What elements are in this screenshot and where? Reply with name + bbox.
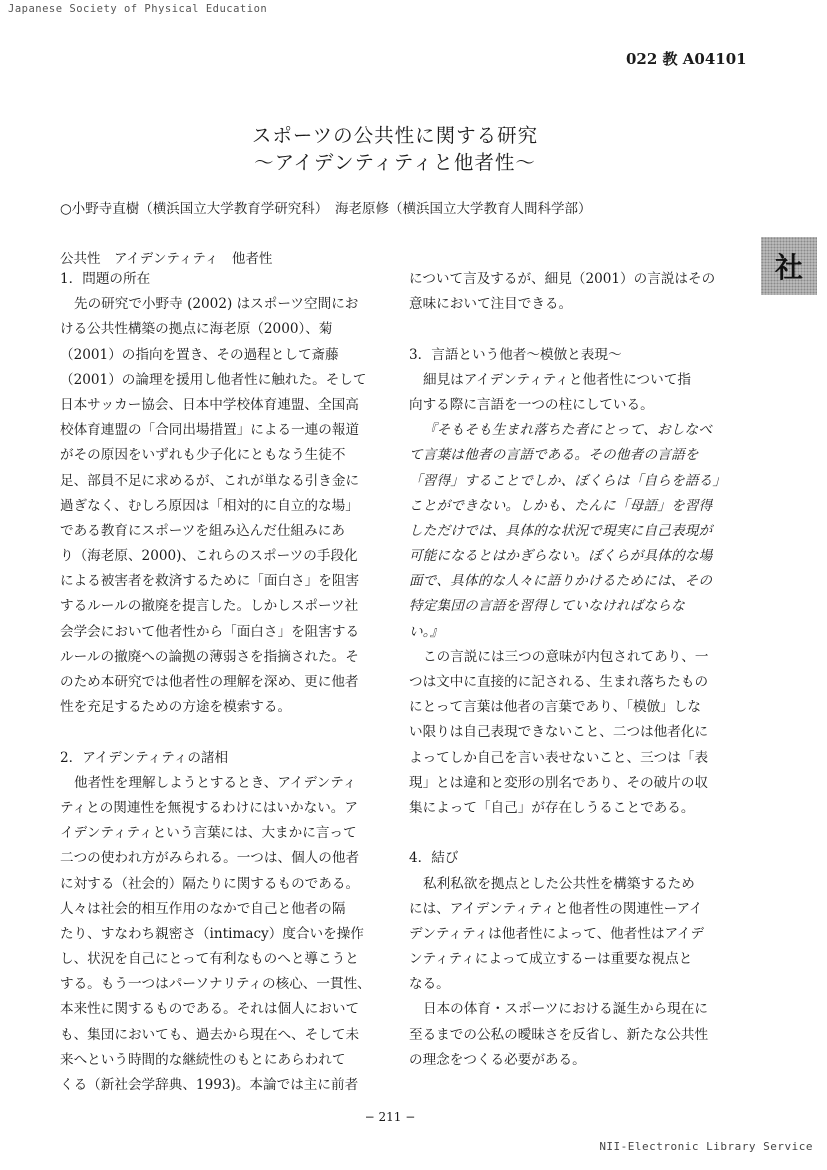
text-line: い。』	[409, 623, 444, 640]
paper-code: 022 教 A04101	[626, 50, 747, 68]
text-line: 足、部員不足に求めるが、これが単なる引き金に	[60, 472, 360, 489]
section-tab-label: 社	[774, 251, 803, 284]
text-line: 性を充足するための方途を模索する。	[60, 699, 292, 716]
text-line: のため本研究では他者性の理解を深め、更に他者	[60, 674, 359, 690]
text-line: て言葉は他者の言語である。その他者の言語を	[409, 447, 699, 464]
right-column	[409, 267, 733, 1073]
text-line: 二つの使われ方がみられる。一つは、個人の他者	[60, 850, 360, 867]
text-line: の理念をつくる必要がある。	[409, 1051, 586, 1068]
text-line: がその原因をいずれも少子化にともなう生徒不	[60, 447, 346, 464]
text-line: 校体育連盟の「合同出場措置」による一連の報道	[60, 422, 360, 439]
text-line: ルールの撤廃への論拠の薄弱さを指摘された。そ	[60, 648, 359, 665]
text-line: 意味において注目できる。	[409, 296, 573, 313]
section-tab	[761, 237, 817, 295]
text-line: 私利私欲を拠点とした公共性を構築するため	[423, 875, 695, 892]
text-line: い限りは自己表現できないこと、二つは他者化に	[409, 724, 709, 741]
section-heading: 4．結び	[409, 850, 459, 867]
text-line: イデンティティという言葉には、大まかに言って	[60, 825, 357, 842]
text-line: する。もう一つはパーソナリティの核心、一貫性、	[60, 976, 371, 993]
text-line: 人々は社会的相互作用のなかで自己と他者の隔	[60, 900, 346, 917]
text-line: つは文中に直接的に記される、生まれ落ちたもの	[409, 674, 709, 690]
left-column	[60, 267, 384, 1098]
text-line: （2001）の指向を置き、その過程として斎藤	[60, 346, 339, 363]
text-line: 集によって「自己」が存在しうることである。	[409, 799, 695, 816]
paper-subtitle: 〜アイデンティティと他者性〜	[254, 151, 536, 174]
text-line: 本来性に関するものである。それは個人において	[60, 1001, 360, 1018]
text-line: 「習得」することでしか、ぼくらは「自らを語る」	[409, 472, 727, 489]
text-line: にとって言葉は他者の言葉であり、「模倣」しな	[409, 699, 701, 716]
paper-title: スポーツの公共性に関する研究	[251, 124, 539, 147]
text-line: たり、すなわち親密さ（intimacy）度合いを操作	[60, 925, 364, 942]
text-line: 向する際に言語を一つの柱にしている。	[409, 396, 654, 413]
section-heading: 1．問題の所在	[60, 271, 151, 287]
spacer	[409, 317, 733, 342]
page-number: − 211 −	[364, 1110, 416, 1124]
text-line: 至るまでの公私の曖昧さを反省し、新たな公共性	[409, 1026, 709, 1043]
text-line: である教育にスポーツを組み込んだ仕組みにあ	[60, 522, 345, 539]
text-line: について言及するが、細見（2001）の言説はその	[409, 271, 716, 287]
section-heading: 3．言語という他者〜模倣と表現〜	[409, 346, 622, 363]
text-line: この言説には三つの意味が内包されてあり、一	[423, 648, 709, 665]
text-line: 現」とは違和と変形の別名であり、その破片の収	[409, 774, 709, 791]
text-line: 特定集団の言語を習得していなければならな	[409, 598, 685, 615]
text-line: ことができない。しかも、たんに「母語」を習得	[409, 497, 713, 514]
text-line: による被害者を救済するために「面白さ」を阻害	[60, 573, 360, 590]
text-line: 他者性を理解しようとするとき、アイデンティ	[74, 774, 357, 791]
text-line: に対する（社会的）隔たりに関するものである。	[60, 875, 360, 892]
text-line: 可能になるとはかぎらない。ぼくらが具体的な場	[409, 548, 713, 565]
text-line: （2001）の論理を援用し他者性に触れた。そして	[60, 371, 367, 388]
society-header: Japanese Society of Physical Education	[8, 3, 268, 15]
text-line: 過ぎなく、むしろ原因は「相対的に自立的な場」	[60, 497, 359, 514]
text-line: も、集団においても、過去から現在へ、そして未	[60, 1026, 360, 1043]
text-line: 日本の体育・スポーツにおける誕生から現在に	[423, 1001, 708, 1018]
text-line: 日本サッカー協会、日本中学校体育連盟、全国高	[60, 396, 359, 413]
text-line: 来へという時間的な継続性のもとにあらわれて	[60, 1051, 346, 1068]
section-heading: 2．アイデンティティの諸相	[60, 749, 229, 766]
text-line: くる（新社会学辞典、1993)。本論では主に前者	[60, 1077, 359, 1093]
text-line: ンティティによって成立するーは重要な視点と	[409, 951, 693, 968]
text-line: なる。	[409, 976, 450, 993]
text-line: 『そもそも生まれ落ちた者にとって、おしなべ	[423, 422, 713, 439]
nii-footer: NII-Electronic Library Service	[599, 1140, 813, 1153]
keywords: 公共性 アイデンティティ 他者性	[60, 251, 273, 267]
text-line: ける公共性構築の拠点に海老原（2000）、菊	[60, 321, 333, 338]
text-line: り（海老原、2000)、これらのスポーツの手段化	[60, 548, 358, 565]
text-line: よってしか自己を言い表せないこと、三つは「表	[409, 749, 709, 766]
text-line: には、アイデンティティと他者性の関連性ーアイ	[409, 900, 703, 917]
text-line: するルールの撤廃を提言した。しかしスポーツ社	[60, 598, 359, 615]
text-line: 細見はアイデンティティと他者性について指	[423, 371, 691, 388]
text-line: しただけでは、具体的な状況で現実に自己表現が	[409, 522, 713, 539]
spacer	[409, 821, 733, 846]
text-line: 会学会において他者性から「面白さ」を阻害する	[60, 623, 360, 640]
text-line: し、状況を自己にとって有利なものへと導こうと	[60, 951, 359, 968]
text-line: デンティティは他者性によって、他者性はアイデ	[409, 925, 705, 942]
text-line: 先の研究で小野寺 (2002) はスポーツ空間にお	[74, 296, 359, 313]
spacer	[60, 720, 384, 745]
text-line: ティとの関連性を無視するわけにはいかない。ア	[60, 799, 358, 816]
text-line: 面で、具体的な人々に語りかけるためには、その	[409, 573, 713, 590]
author-line: ○小野寺直樹（横浜国立大学教育学研究科） 海老原修（横浜国立大学教育人間科学部）	[60, 201, 592, 217]
